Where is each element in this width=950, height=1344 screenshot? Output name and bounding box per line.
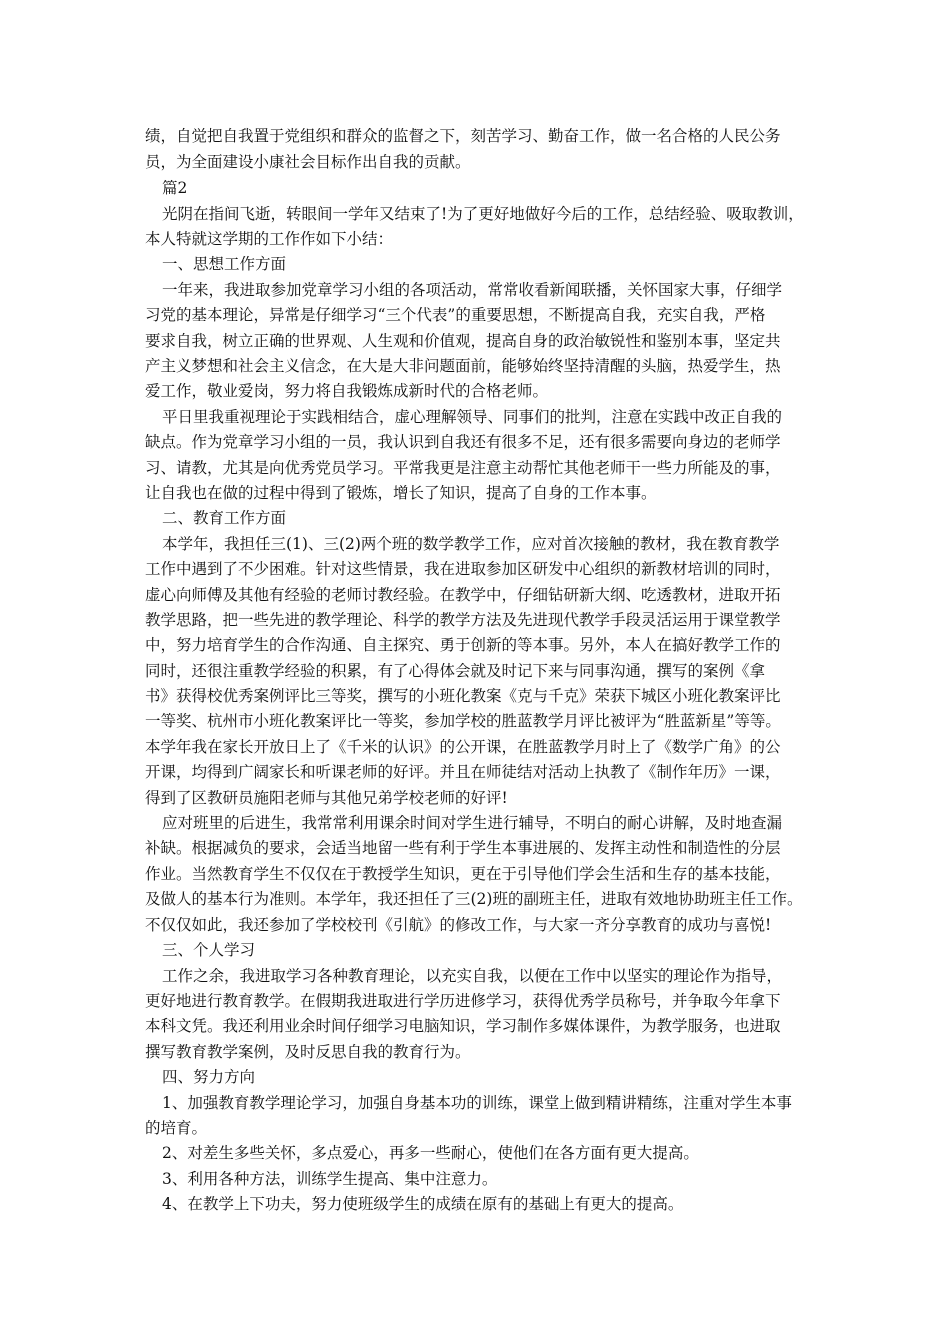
body-text-line: 本学年我在家长开放日上了《千米的认识》的公开课，在胜蓝教学月时上了《数学广角》的公 [145,738,781,756]
body-text-line: 书》获得校优秀案例评比三等奖，撰写的小班化教案《克与千克》荣获下城区小班化教案评比 [145,687,781,705]
body-text-line: 不仅仅如此，我还参加了学校校刊《引航》的修改工作，与大家一齐分享教育的成功与喜悦! [145,916,772,934]
body-text-line: 习、请教，尤其是向优秀党员学习。平常我更是注意主动帮忙其他老师干一些力所能及的事， [145,459,781,477]
body-text-line: 同时，还很注重教学经验的积累，有了心得体会就及时记下来与同事沟通，撰写的案例《拿 [145,662,766,680]
body-text-line: 得到了区教研员施阳老师与其他兄弟学校老师的好评! [145,789,508,807]
list-item: 3、利用各种方法，训练学生提高、集中注意力。 [162,1170,498,1188]
body-text-line: 更好地进行教育教学。在假期我进取进行学历进修学习，获得优秀学员称号，并争取今年拿下 [145,992,781,1010]
body-text-line: 中，努力培育学生的合作沟通、自主探究、勇于创新的等本事。另外，本人在搞好教学工作的 [145,636,781,654]
body-text-line: 平日里我重视理论于实践相结合，虚心理解领导、同事们的批判，注意在实践中改正自我的 [162,408,783,426]
body-text-line: 及做人的基本行为准则。本学年，我还担任了三(2)班的副班主任，进取有效地协助班主任工作。 [145,890,803,908]
body-text-line: 虚心向师傅及其他有经验的老师讨教经验。在教学中，仔细钻研新大纲、吃透教材，进取开拓 [145,586,781,604]
body-text-line: 教学思路，把一些先进的教学理论、科学的教学方法及先进现代教学手段灵活运用于课堂教学 [145,611,781,629]
body-text-line: 要求自我，树立正确的世界观、人生观和价值观，提高自身的政治敏锐性和鉴别本事，坚定共 [145,332,781,350]
body-text-line: 一年来，我进取参加党章学习小组的各项活动，常常收看新闻联播，关怀国家大事，仔细学 [162,281,783,299]
body-text-line: 补缺。根据减负的要求，会适当地留一些有利于学生本事进展的、发挥主动性和制造性的分层 [145,839,781,857]
body-text-line: 一等奖、杭州市小班化教案评比一等奖，参加学校的胜蓝教学月评比被评为“胜蓝新星”等等。 [145,712,781,730]
section-heading: 四、努力方向 [162,1068,256,1086]
body-text-line: 作业。当然教育学生不仅仅在于教授学生知识，更在于引导他们学会生活和生存的基本技能， [145,865,781,883]
body-text-line: 本科文凭。我还利用业余时间仔细学习电脑知识，学习制作多媒体课件，为教学服务，也进取 [145,1017,781,1035]
section-heading: 篇2 [162,179,188,197]
body-text-line: 习党的基本理论，异常是仔细学习“三个代表”的重要思想，不断提高自我，充实自我，严格 [145,306,766,324]
body-text-line: 产主义梦想和社会主义信念，在大是大非问题面前，能够始终坚持清醒的头脑，热爱学生，热 [145,357,781,375]
list-item: 的培育。 [145,1119,208,1137]
body-text-line: 工作中遇到了不少困难。针对这些情景，我在进取参加区研发中心组织的新教材培训的同时， [145,560,781,578]
section-heading: 三、个人学习 [162,941,256,959]
body-text-line: 工作之余，我进取学习各种教育理论，以充实自我，以便在工作中以坚实的理论作为指导， [162,967,783,985]
section-heading: 一、思想工作方面 [162,255,287,273]
list-item: 4、在教学上下功夫，努力使班级学生的成绩在原有的基础上有更大的提高。 [162,1195,684,1213]
body-text-line: 绩，自觉把自我置于党组织和群众的监督之下，刻苦学习、勤奋工作，做一名合格的人民公务 [145,127,781,145]
body-text-line: 光阴在指间飞逝，转眼间一学年又结束了!为了更好地做好今后的工作，总结经验、吸取教训， [162,205,804,223]
list-item: 1、加强教育教学理论学习，加强自身基本功的训练，课堂上做到精讲精练，注重对学生本事 [162,1094,792,1112]
body-text-line: 缺点。作为党章学习小组的一员，我认识到自我还有很多不足，还有很多需要向身边的老师学 [145,433,781,451]
body-text-line: 应对班里的后进生，我常常利用课余时间对学生进行辅导，不明白的耐心讲解，及时地查漏 [162,814,783,832]
list-item: 2、对差生多些关怀，多点爱心，再多一些耐心，使他们在各方面有更大提高。 [162,1144,699,1162]
body-text-line: 开课，均得到广阔家长和听课老师的好评。并且在师徒结对活动上执教了《制作年历》一课， [145,763,781,781]
body-text-line: 本学年，我担任三(1)、三(2)两个班的数学教学工作，应对首次接触的教材，我在教育教学 [162,535,780,553]
body-text-line: 让自我也在做的过程中得到了锻炼，增长了知识，提高了自身的工作本事。 [145,484,657,502]
body-text-line: 爱工作，敬业爱岗，努力将自我锻炼成新时代的合格老师。 [145,382,549,400]
body-text-line: 本人特就这学期的工作作如下小结： [145,230,394,248]
body-text-line: 员，为全面建设小康社会目标作出自我的贡献。 [145,153,471,171]
section-heading: 二、教育工作方面 [162,509,287,527]
body-text-line: 撰写教育教学案例，及时反思自我的教育行为。 [145,1043,471,1061]
